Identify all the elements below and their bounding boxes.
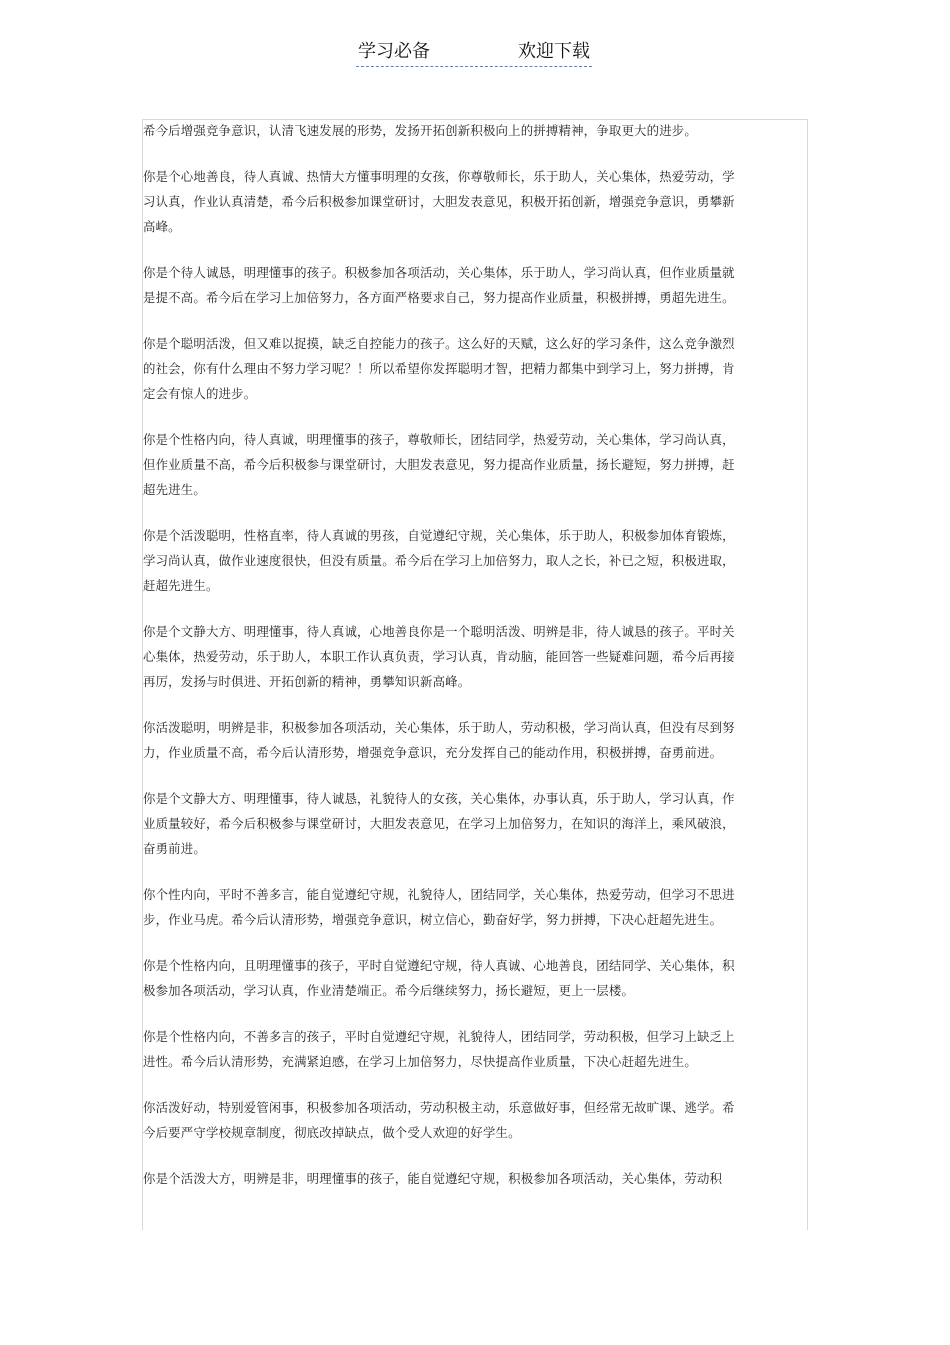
paragraph-11: 你是个性格内向，且明理懂事的孩子，平时自觉遵纪守规，待人真诚、心地善良，团结同学、关心集体，积极参加各项活动，学习认真，作业清楚端正。希今后继续努力，扬长避短，更上一层楼。 [143,958,735,998]
header-left-text: 学习必备 [358,41,430,62]
paragraph-1: 希今后增强竞争意识，认清飞速发展的形势，发扬开拓创新积极向上的拼搏精神，争取更大的进步。 [143,123,697,138]
paragraph-8: 你活泼聪明，明辨是非，积极参加各项活动，关心集体，乐于助人，劳动积极，学习尚认真，但没有尽到努力，作业质量不高，希今后认清形势，增强竞争意识，充分发挥自己的能动作用，积极拼搏，奋勇前进。 [143,720,735,760]
header-right-text: 欢迎下载 [518,41,590,62]
paragraph-5: 你是个性格内向，待人真诚，明理懂事的孩子，尊敬师长，团结同学，热爱劳动，关心集体，学习尚认真，但作业质量不高，希今后积极参与课堂研讨，大胆发表意见，努力提高作业质量，扬长避短，努力拼搏，赶超先进生。 [143,432,735,497]
paragraph-14: 你是个活泼大方，明辨是非，明理懂事的孩子，能自觉遵纪守规，积极参加各项活动，关心集体，劳动积 [143,1171,723,1186]
page-header [356,40,592,67]
paragraph-10: 你个性内向，平时不善多言，能自觉遵纪守规，礼貌待人，团结同学，关心集体，热爱劳动，但学习不思进步，作业马虎。希今后认清形势，增强竞争意识，树立信心，勤奋好学，努力拼搏，下决心赶超先进生。 [143,887,735,927]
paragraph-4: 你是个聪明活泼，但又难以捉摸，缺乏自控能力的孩子。这么好的天赋，这么好的学习条件，这么竞争激烈的社会，你有什么理由不努力学习呢？！所以希望你发挥聪明才智，把精力都集中到学习上，努力拼搏，肯定会有惊人的进步。 [143,336,735,401]
paragraph-7: 你是个文静大方、明理懂事，待人真诚，心地善良你是一个聪明活泼、明辨是非，待人诚恳的孩子。平时关心集体，热爱劳动，乐于助人，本职工作认真负责，学习认真，肯动脑，能回答一些疑难问题，希今后再接再厉，发扬与时俱进、开拓创新的精神，勇攀知识新高峰。 [143,624,735,689]
paragraph-list [143,119,747,1212]
paragraph-3: 你是个待人诚恳，明理懂事的孩子。积极参加各项活动，关心集体，乐于助人，学习尚认真，但作业质量就是提不高。希今后在学习上加倍努力，各方面严格要求自己，努力提高作业质量，积极拼搏，勇超先进生。 [143,265,735,305]
document-content [142,119,808,1230]
paragraph-2: 你是个心地善良，待人真诚、热情大方懂事明理的女孩，你尊敬师长，乐于助人，关心集体，热爱劳动，学习认真，作业认真清楚，希今后积极参加课堂研讨，大胆发表意见，积极开拓创新，增强竞争意识，勇攀新高峰。 [143,169,735,234]
paragraph-9: 你是个文静大方、明理懂事，待人诚恳，礼貌待人的女孩，关心集体，办事认真，乐于助人，学习认真，作业质量较好，希今后积极参与课堂研讨，大胆发表意见，在学习上加倍努力，在知识的海洋上，乘风破浪，奋勇前进。 [143,791,735,856]
paragraph-13: 你活泼好动，特别爱管闲事，积极参加各项活动，劳动积极主动，乐意做好事，但经常无故旷课、逃学。希今后要严守学校规章制度，彻底改掉缺点，做个受人欢迎的好学生。 [143,1100,735,1140]
paragraph-6: 你是个活泼聪明，性格直率，待人真诚的男孩，自觉遵纪守规，关心集体，乐于助人，积极参加体育锻炼，学习尚认真，做作业速度很快，但没有质量。希今后在学习上加倍努力，取人之长，补已之短，积极进取，赶超先进生。 [143,528,735,593]
paragraph-12: 你是个性格内向，不善多言的孩子，平时自觉遵纪守规，礼貌待人，团结同学，劳动积极，但学习上缺乏上进性。希今后认清形势，充满紧迫感，在学习上加倍努力，尽快提高作业质量，下决心赶超先进生。 [143,1029,735,1069]
